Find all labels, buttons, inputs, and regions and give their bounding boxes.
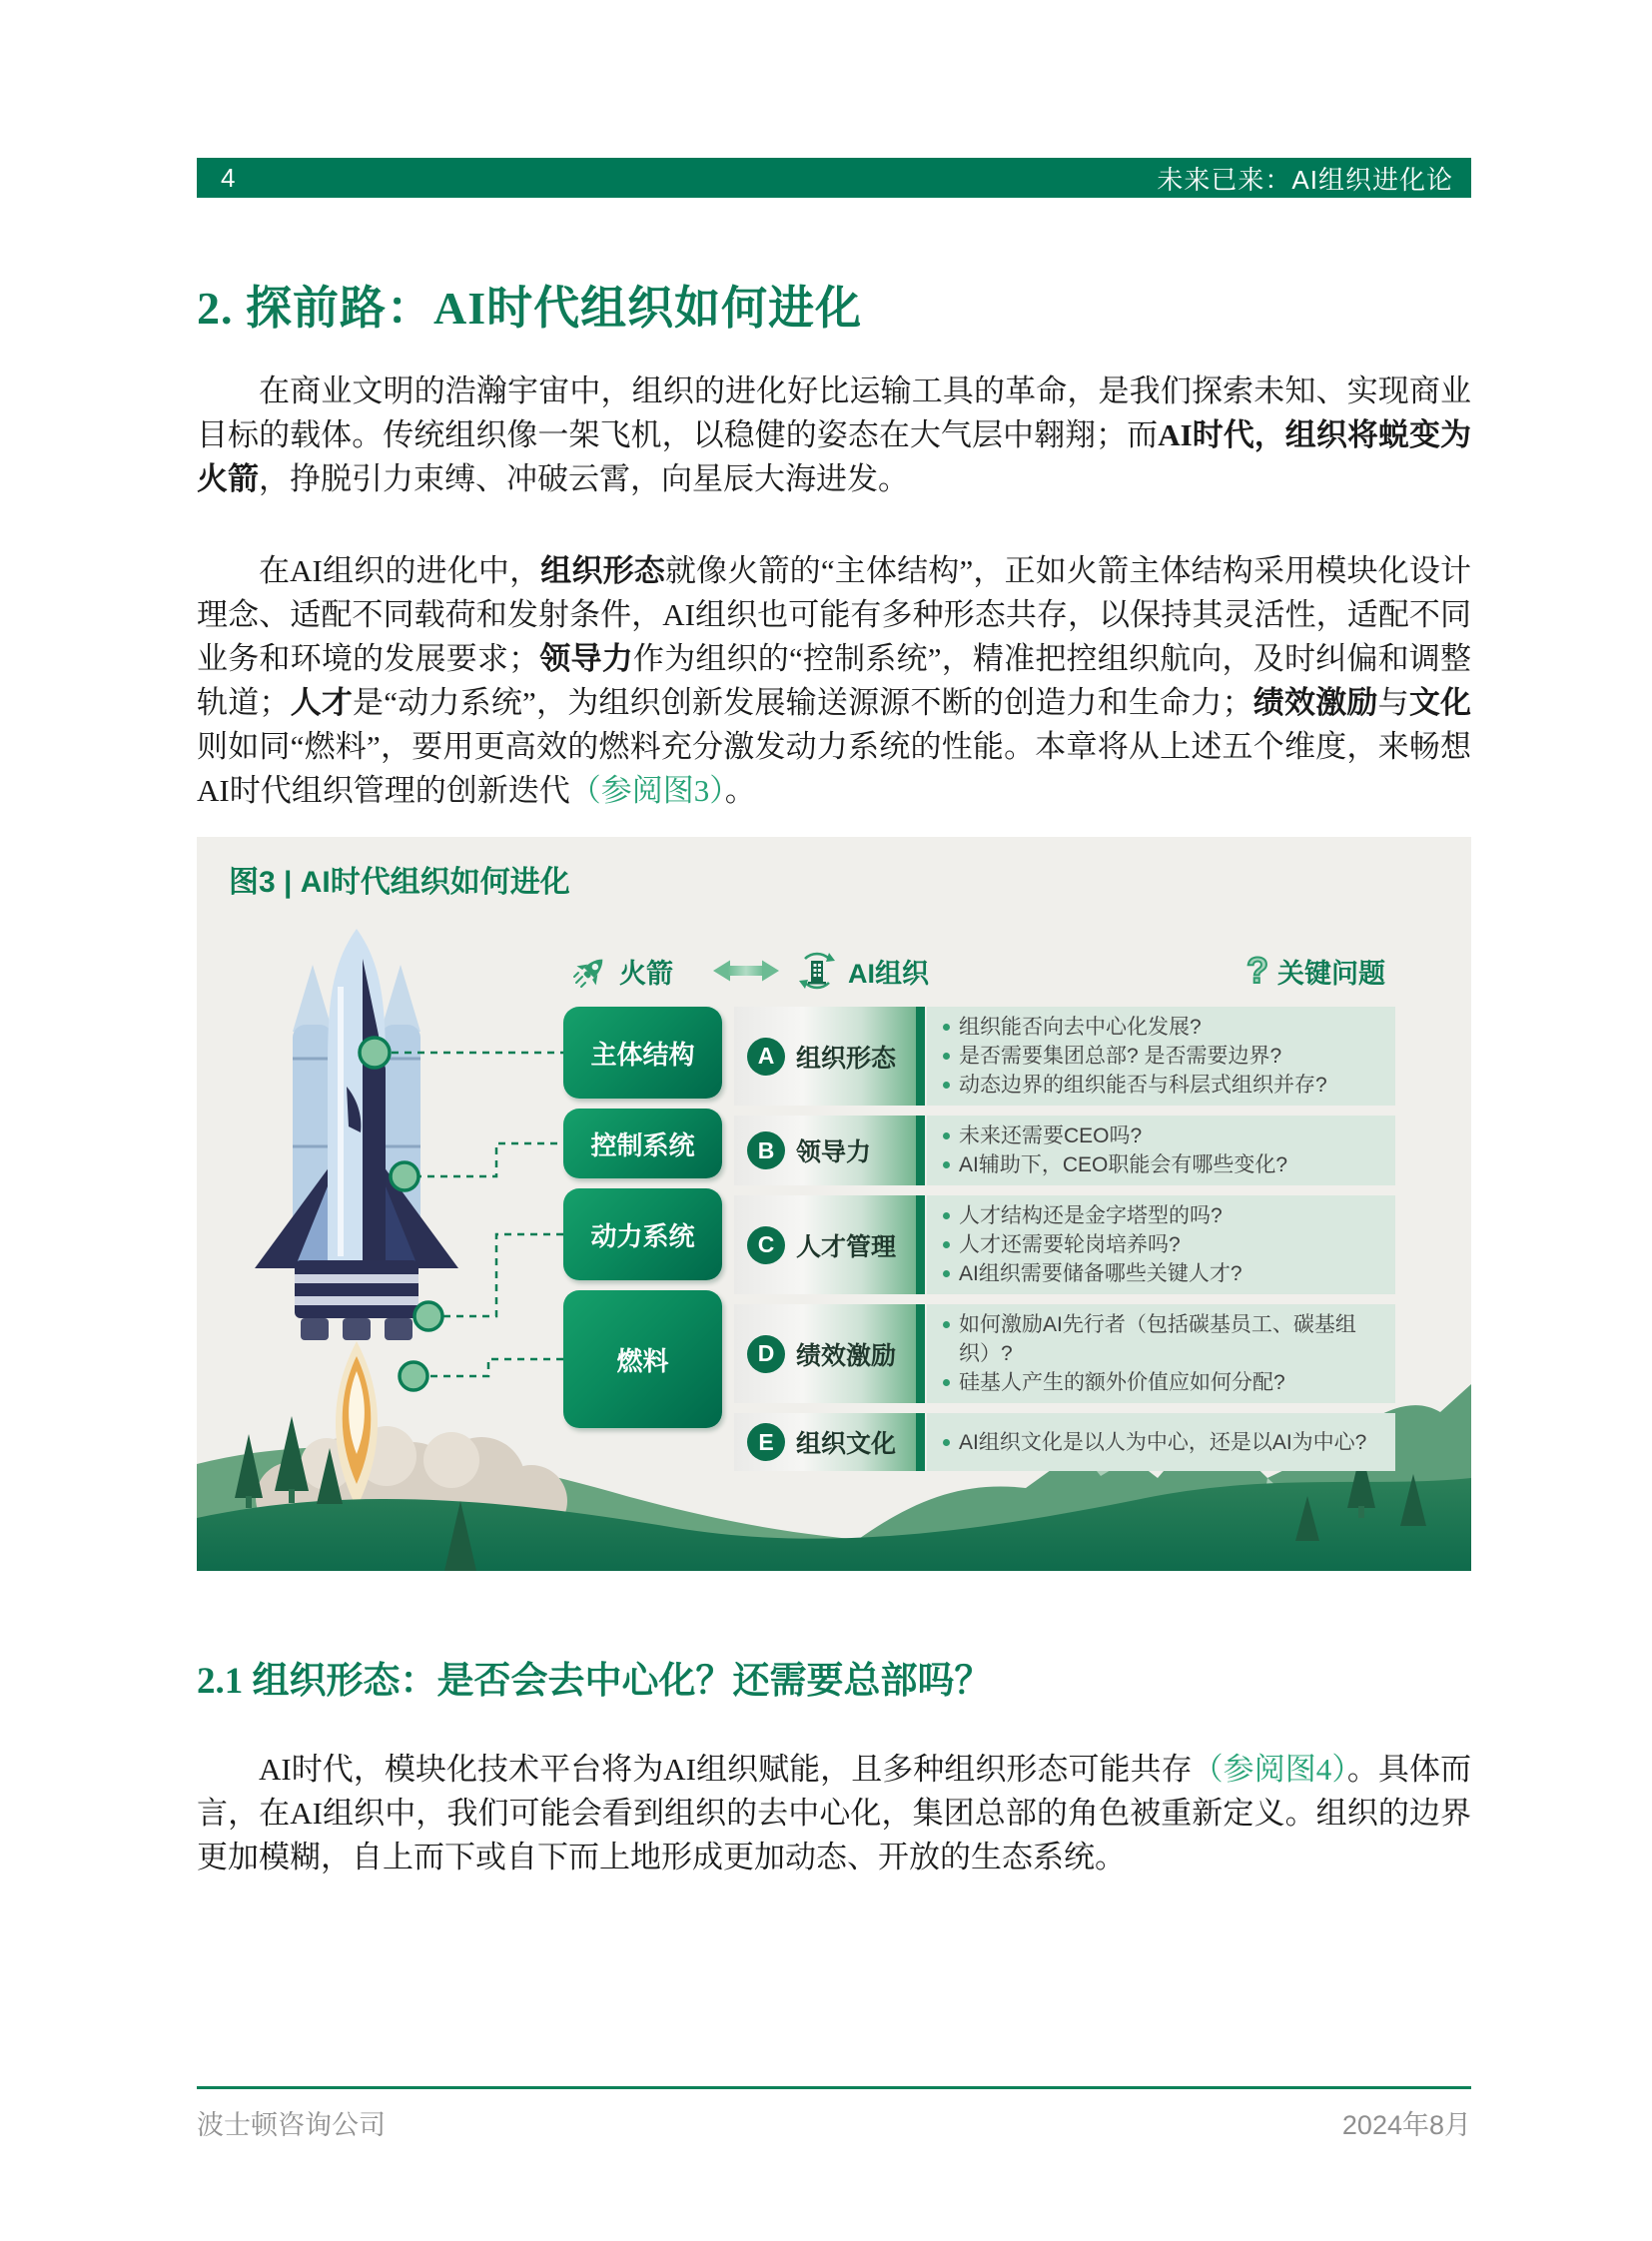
letter-badge-d: D	[747, 1335, 785, 1373]
legend-ai-org	[795, 949, 929, 993]
question-text: 组织能否向去中心化发展?	[959, 1016, 1202, 1039]
letter-badge-c: C	[747, 1226, 785, 1264]
row-c-label: 人才管理	[796, 1232, 897, 1261]
question-item	[943, 1013, 1385, 1042]
paragraph-1-text: 在商业文明的浩瀚宇宙中，组织的进化好比运输工具的革命，是我们探索未知、实现商业目标的载体。传统组织像一架飞机，以稳健的姿态在大气层中翱翔；而	[197, 374, 1471, 452]
question-item	[943, 1150, 1385, 1179]
paragraph-2-bold-org-form: 组织形态	[540, 553, 665, 588]
paragraph-2-text-4: 是“动力系统”，为组织创新发展输送源源不断的创造力和生命力；	[353, 685, 1253, 720]
row-a-questions-box	[927, 1007, 1395, 1106]
paragraph-2-bold-leadership: 领导力	[539, 641, 633, 676]
paragraph-2-bold-incentive: 绩效激励	[1252, 685, 1378, 720]
figure-4-reference-link[interactable]: （参阅图4）	[1192, 1752, 1347, 1787]
row-performance-incentive	[734, 1304, 1395, 1403]
rocket-part-box-fuel: 燃料	[563, 1290, 722, 1428]
row-b-questions-box	[927, 1116, 1395, 1185]
letter-badge-b: B	[747, 1131, 785, 1169]
paragraph-2-text-7: 。	[724, 773, 756, 808]
question-item	[943, 1230, 1385, 1259]
question-text: 动态边界的组织能否与科层式组织并存?	[959, 1074, 1327, 1097]
legend-rocket	[572, 952, 673, 991]
row-b-label: 领导力	[796, 1138, 872, 1166]
bullet-dot	[943, 1241, 950, 1248]
question-text: 人才还需要轮岗培养吗?	[959, 1233, 1181, 1256]
row-organization-culture	[734, 1413, 1395, 1471]
figure-legend	[564, 949, 1395, 993]
row-organization-form	[734, 1007, 1395, 1106]
paragraph-1	[197, 370, 1471, 501]
paragraph-2-text-3: 作为组织的“控制系统”，精准把控组织航向，及时纠偏和调整轨道；	[197, 641, 1471, 720]
paragraph-2-bold-talent: 人才	[290, 685, 354, 720]
paragraph-1-text-2: ，挣脱引力束缚、冲破云霄，向星辰大海进发。	[259, 461, 909, 496]
section-heading: 2. 探前路：AI时代组织如何进化	[197, 283, 863, 334]
row-e-label-box	[734, 1413, 925, 1471]
paragraph-2-bold-culture: 文化	[1408, 685, 1472, 720]
footer-date: 2024年8月	[1341, 2110, 1471, 2140]
question-text: AI组织文化是以人为中心，还是以AI为中心?	[959, 1430, 1367, 1454]
legend-key-questions	[1246, 952, 1385, 991]
bullet-dot	[943, 1132, 950, 1139]
rocket-icon	[572, 952, 610, 990]
rocket-part-box-power: 动力系统	[563, 1188, 722, 1280]
paragraph-2-text: 在AI组织的进化中，	[259, 553, 541, 588]
paragraph-3	[197, 1748, 1471, 1879]
legend-rocket-label: 火箭	[619, 958, 673, 989]
page-header-bar	[197, 158, 1471, 198]
paragraph-2-text-5: 与	[1377, 685, 1409, 720]
row-talent-management	[734, 1195, 1395, 1294]
row-c-questions-box	[927, 1195, 1395, 1294]
question-item	[943, 1042, 1385, 1071]
row-e-label: 组织文化	[796, 1430, 897, 1458]
page-footer	[197, 2103, 1471, 2142]
paragraph-2-text-6: 则如同“燃料”，要用更高效的燃料充分激发动力系统的性能。本章将从上述五个维度，来畅想AI时代组织管理的创新迭代	[197, 729, 1471, 808]
bullet-dot	[943, 1161, 950, 1168]
legend-ai-org-label: AI组织	[848, 958, 929, 989]
row-a-label: 组织形态	[796, 1044, 897, 1073]
figure-3-reference-link[interactable]: （参阅图3）	[569, 773, 725, 808]
paragraph-3-text-2: 。具体而言，在AI组织中，我们可能会看到组织的去中心化，集团总部的角色被重新定义。组织的边界更加模糊，自上而下或自下而上地形成更加动态、开放的生态系统。	[197, 1752, 1472, 1874]
question-item	[943, 1201, 1385, 1230]
question-item	[943, 1071, 1385, 1100]
row-e-questions-box	[927, 1413, 1395, 1471]
figure-title: 图3 | AI时代组织如何进化	[229, 866, 570, 899]
question-text: 人才结构还是金字塔型的吗?	[959, 1204, 1223, 1227]
ai-organization-icon	[795, 949, 839, 993]
rocket-part-box-structure: 主体结构	[563, 1007, 722, 1099]
legend-key-questions-label: 关键问题	[1277, 958, 1385, 989]
row-a-label-box	[734, 1007, 925, 1106]
bullet-dot	[943, 1082, 950, 1089]
letter-badge-e: E	[747, 1423, 785, 1461]
rocket-part-box-control: 控制系统	[563, 1109, 722, 1178]
figure-3	[197, 837, 1471, 1571]
bullet-dot	[943, 1212, 950, 1219]
question-text: 硅基人产生的额外价值应如何分配?	[959, 1371, 1285, 1394]
bullet-dot	[943, 1439, 950, 1446]
question-text: AI辅助下，CEO职能会有哪些变化?	[959, 1153, 1288, 1176]
bullet-dot	[943, 1379, 950, 1386]
page-number: 4	[221, 162, 236, 193]
bullet-dot	[943, 1321, 950, 1328]
letter-badge-a: A	[747, 1038, 785, 1076]
row-d-label: 绩效激励	[796, 1341, 897, 1370]
row-d-questions-box	[927, 1304, 1395, 1403]
subsection-heading: 2.1 组织形态：是否会去中心化？还需要总部吗？	[197, 1661, 992, 1702]
question-item	[943, 1428, 1385, 1457]
paragraph-1-bold: AI时代，组织将蜕变为火箭	[197, 417, 1472, 496]
bullet-dot	[943, 1053, 950, 1060]
double-arrow-icon	[713, 958, 779, 984]
paragraph-3-text: AI时代，模块化技术平台将为AI组织赋能，且多种组织形态可能共存	[259, 1752, 1193, 1787]
question-item	[943, 1121, 1385, 1150]
paragraph-2	[197, 549, 1471, 813]
row-d-label-box	[734, 1304, 925, 1403]
question-text: 未来还需要CEO吗?	[959, 1124, 1143, 1147]
paragraph-2-text-2: 就像火箭的“主体结构”，正如火箭主体结构采用模块化设计理念、适配不同载荷和发射条件，AI组织也可能有多种形态共存，以保持其灵活性，适配不同业务和环境的发展要求；	[197, 553, 1472, 676]
question-text: 如何激励AI先行者（包括碳基员工、碳基组织）?	[959, 1313, 1356, 1365]
footer-divider	[197, 2086, 1471, 2089]
document-title: 未来已来：AI组织进化论	[1157, 164, 1453, 195]
figure-rows	[734, 1007, 1395, 1471]
question-text: AI组织需要储备哪些关键人才?	[959, 1262, 1242, 1285]
bullet-dot	[943, 1270, 950, 1277]
question-mark-icon: ?	[1246, 950, 1268, 991]
question-text: 是否需要集团总部? 是否需要边界?	[959, 1045, 1282, 1068]
footer-company: 波士顿咨询公司	[197, 2110, 386, 2140]
row-leadership	[734, 1116, 1395, 1185]
bullet-dot	[943, 1024, 950, 1031]
question-item	[943, 1259, 1385, 1288]
row-c-label-box	[734, 1195, 925, 1294]
row-b-label-box	[734, 1116, 925, 1185]
question-item	[943, 1310, 1385, 1368]
question-item	[943, 1368, 1385, 1397]
